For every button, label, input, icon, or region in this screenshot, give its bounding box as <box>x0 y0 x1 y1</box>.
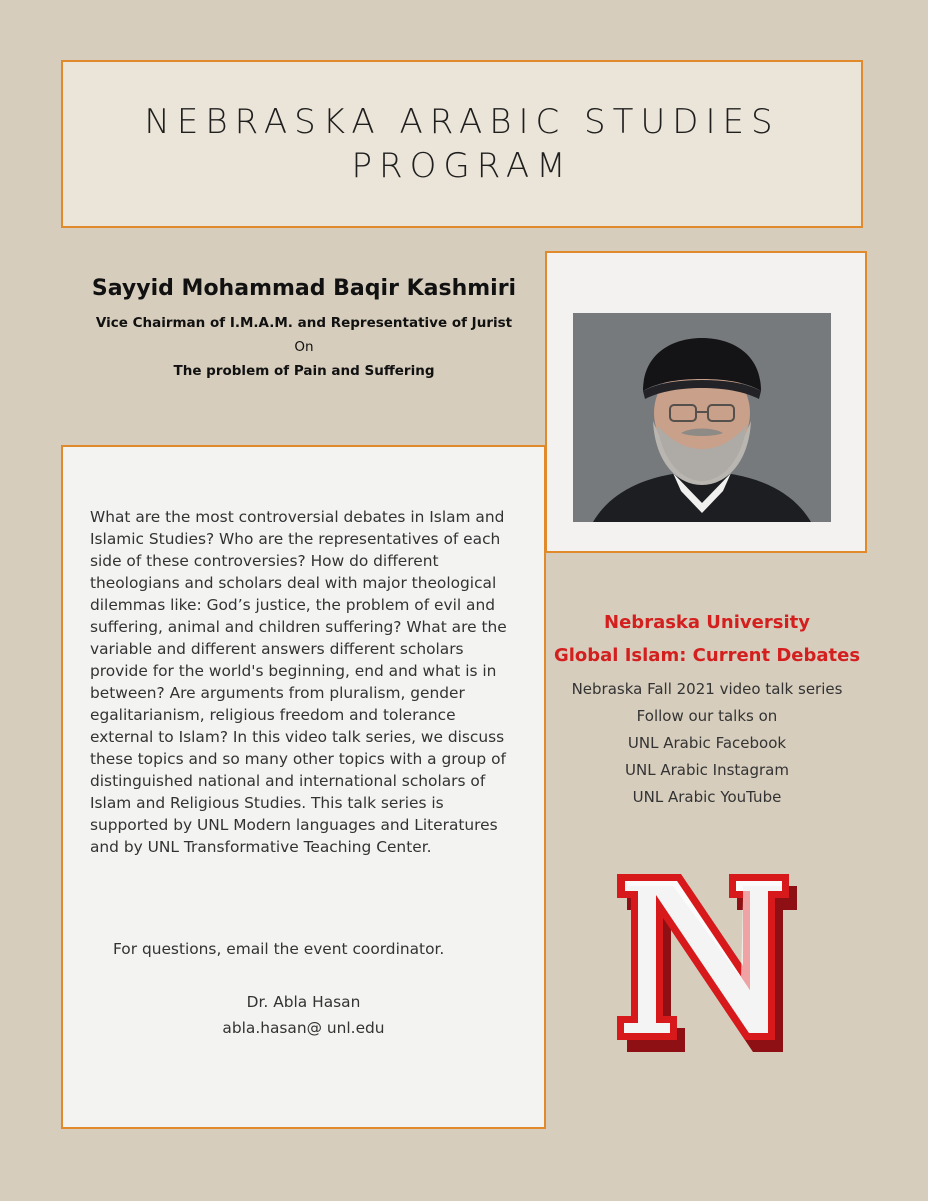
talk-topic: The problem of Pain and Suffering <box>173 363 435 379</box>
title-banner <box>61 60 863 228</box>
series-info <box>546 610 868 811</box>
series-title: Global Islam: Current Debates <box>553 645 861 666</box>
university-name: Nebraska University <box>604 612 810 633</box>
youtube-link[interactable]: UNL Arabic YouTube <box>632 788 782 806</box>
series-description: What are the most controversial debates in Islam and Islamic Studies? Who are the representatives of each side of these controversies? How do different theologians and scholars deal with major theological dilemmas like: God’s justice, the problem of evil and suffering, animal and children suffering? What are the variable and different answers different scholars provide for the world's beginning, end and what is in between? Are arguments from pluralism, gender egalitarianism, religious freedom and tolerance external to Islam? In this video talk series, we discuss these topics and so many other topics with a group of distinguished national and international scholars of Islam and Religious Studies. This talk series is supported by UNL Modern languages and Literatures and by UNL Transformative Teaching Center. <box>90 508 507 856</box>
description-panel <box>61 445 546 1129</box>
speaker-connector: On <box>294 339 314 355</box>
speaker-photo-frame <box>545 251 867 553</box>
program-title-line-2: PROGRAM <box>351 146 573 186</box>
series-subtitle: Nebraska Fall 2021 video talk series <box>571 680 843 698</box>
speaker-portrait-illustration <box>573 313 831 522</box>
nebraska-n-logo <box>613 868 803 1060</box>
coordinator-name: Dr. Abla Hasan <box>246 993 361 1011</box>
coordinator-email[interactable]: abla.hasan@ unl.edu <box>222 1019 385 1037</box>
follow-note: Follow our talks on <box>636 707 778 725</box>
questions-note: For questions, email the event coordinator. <box>113 940 445 958</box>
n-logo-graphic <box>613 868 803 1060</box>
speaker-name: Sayyid Mohammad Baqir Kashmiri <box>91 276 517 301</box>
speaker-role: Vice Chairman of I.M.A.M. and Representative of Jurist <box>95 315 513 331</box>
program-title-line-1: NEBRASKA ARABIC STUDIES <box>144 102 780 142</box>
speaker-info <box>62 276 546 383</box>
speaker-photo <box>573 313 831 522</box>
instagram-link[interactable]: UNL Arabic Instagram <box>625 761 789 779</box>
facebook-link[interactable]: UNL Arabic Facebook <box>627 734 787 752</box>
